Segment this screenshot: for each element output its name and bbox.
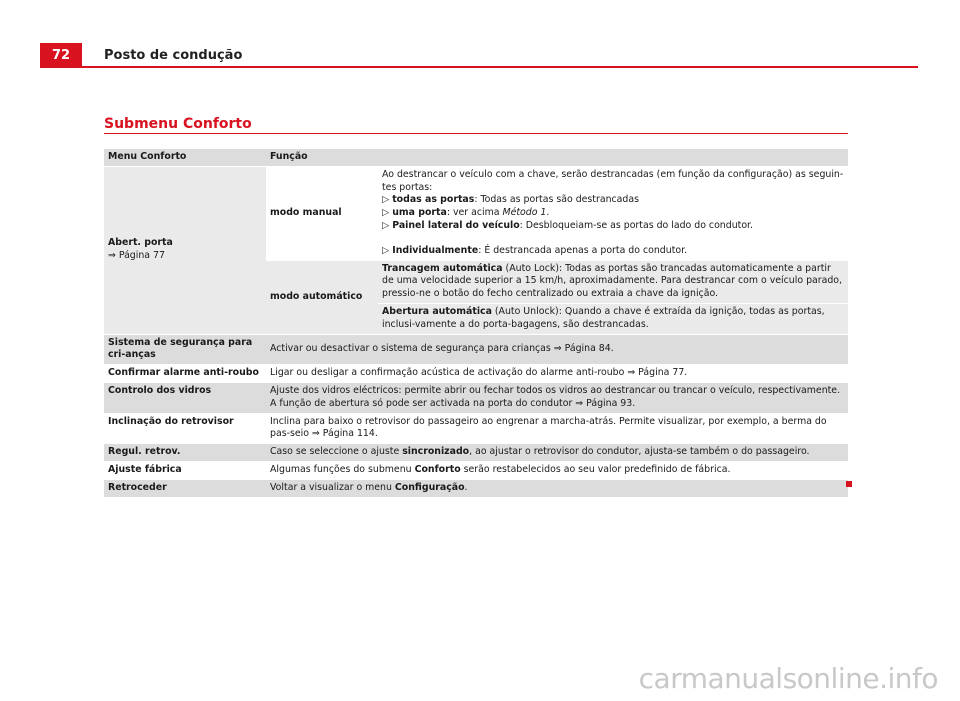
table-row [104, 462, 848, 479]
row-label: Ajuste fábrica [104, 462, 266, 479]
row-text: Voltar a visualizar o menu Configuração. [266, 480, 848, 497]
page-number: 72 [40, 43, 82, 67]
table-row-abert-manual [104, 167, 848, 260]
table-row [104, 383, 848, 413]
row-label: Controlo dos vidros [104, 383, 266, 413]
abert-porta-cell [104, 167, 266, 334]
header-funcao: Função [266, 149, 848, 166]
table-row [104, 414, 848, 444]
row-text: Algumas funções do submenu Conforto serão restabelecidos ao seu valor predefinido de fábrica. [266, 462, 848, 479]
section-rule [104, 133, 848, 134]
table-row [104, 365, 848, 382]
row-label: Regul. retrov. [104, 444, 266, 461]
page-title: Posto de condução [104, 48, 243, 63]
modo-manual-intro: Ao destrancar o veículo com a chave, serão destrancadas (em função da configuração) as seguin-tes portas: [382, 168, 844, 193]
comfort-submenu-table [104, 148, 848, 498]
table-header-row [104, 149, 848, 166]
abert-porta-label: Abert. porta [108, 237, 173, 249]
table-row [104, 335, 848, 365]
list-item: ▷ Individualmente: É destrancada apenas a porta do condutor. [382, 244, 688, 256]
abert-porta-ref: ⇒ Página 77 [108, 250, 165, 262]
row-text: Ligar ou desligar a confirmação acústica de activação do alarme anti-roubo ⇒ Página 77. [266, 365, 848, 382]
list-item: ▷ Painel lateral do veículo: Desbloqueiam-se as portas do lado do condutor. [382, 219, 754, 231]
row-text: Ajuste dos vidros eléctricos: permite abrir ou fechar todos os vidros ao destrancar ou trancar o veículo, respectivamente. A função de abertura só pode ser activada na porta do condutor ⇒ Página 93. [266, 383, 848, 413]
table-row [104, 480, 848, 497]
modo-manual-text [378, 167, 848, 260]
end-of-section-marker [846, 481, 852, 487]
row-label: Inclinação do retrovisor [104, 414, 266, 444]
row-text: Inclina para baixo o retrovisor do passageiro ao engrenar a marcha-atrás. Permite visualizar, por exemplo, a berma do pas-seio ⇒ Página 114. [266, 414, 848, 444]
modo-automatico-label: modo automático [266, 261, 378, 334]
section-title: Submenu Conforto [104, 116, 252, 132]
table-row [104, 444, 848, 461]
watermark: carmanualsonline.info [638, 662, 938, 695]
row-text: Caso se seleccione o ajuste sincronizado, ao ajustar o retrovisor do condutor, ajusta-se também o do passageiro. [266, 444, 848, 461]
row-label: Sistema de segurança para cri-anças [104, 335, 266, 365]
list-item: ▷ todas as portas: Todas as portas são destrancadas [382, 194, 639, 206]
header-rule [40, 66, 918, 68]
modo-manual-label: modo manual [266, 167, 378, 260]
auto-unlock-text: Abertura automática (Auto Unlock): Quando a chave é extraída da ignição, todas as portas, inclusi-vamente a do porta-bagagens, são destrancadas. [378, 304, 848, 334]
row-label: Retroceder [104, 480, 266, 497]
header-menu-conforto: Menu Conforto [104, 149, 266, 166]
row-label: Confirmar alarme anti-roubo [104, 365, 266, 382]
row-text: Activar ou desactivar o sistema de segurança para crianças ⇒ Página 84. [266, 335, 848, 365]
list-item: ▷ uma porta: ver acima Método 1. [382, 207, 550, 219]
auto-lock-text: Trancagem automática (Auto Lock): Todas as portas são trancadas automaticamente a partir de uma velocidade superior a 15 km/h, aproximadamente. Para destrancar com o veículo parado, pressio-ne o botão do fecho centralizado ou extraia a chave da ignição. [378, 261, 848, 303]
